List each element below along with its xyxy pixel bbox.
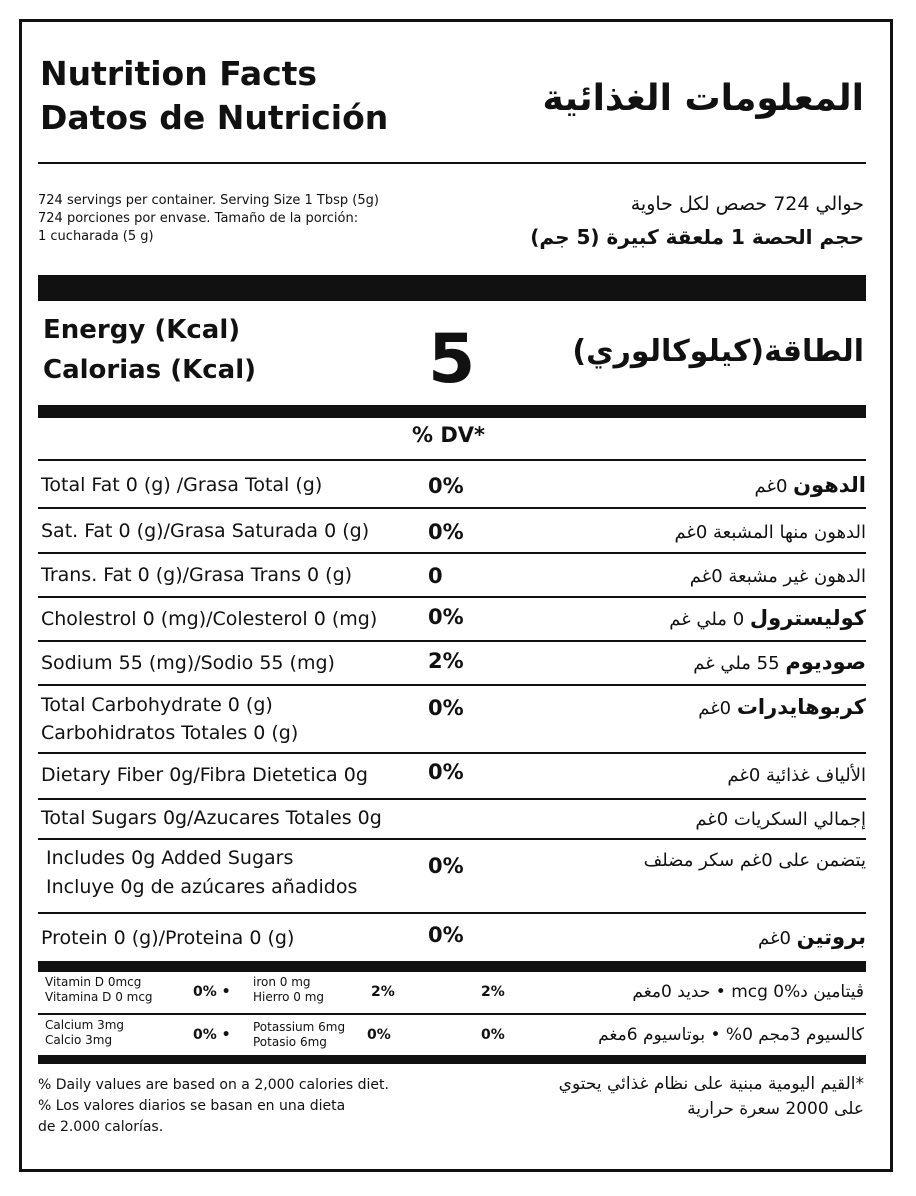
iron-label bbox=[253, 975, 324, 1005]
nutrient-name: Sodium 55 (mg)/Sodio 55 (mg) bbox=[41, 652, 335, 674]
footnote-ar bbox=[559, 1072, 864, 1122]
divider-row bbox=[38, 684, 866, 686]
nutrient-arabic bbox=[693, 650, 866, 674]
nutrient-arabic bbox=[755, 473, 866, 497]
nutrient-name: Total Carbohydrate 0 (g) bbox=[41, 694, 273, 716]
energy-arabic: الطاقة(كيلوكالوري) bbox=[572, 334, 864, 369]
nutrient-percent: 0% bbox=[428, 696, 464, 720]
divider-row bbox=[38, 912, 866, 914]
potassium-percent: 0% bbox=[367, 1027, 391, 1043]
nutrient-percent: 0 bbox=[428, 564, 443, 588]
energy-english: Energy (Kcal) bbox=[43, 315, 241, 345]
nutrient-name: Total Sugars 0g/Azucares Totales 0g bbox=[41, 807, 382, 829]
footnote-ar-line-2: على 2000 سعرة حرارية bbox=[687, 1099, 864, 1119]
nutrient-name-secondary: Carbohidratos Totales 0 (g) bbox=[41, 722, 299, 744]
divider-dv bbox=[38, 459, 866, 461]
nutrient-name: Sat. Fat 0 (g)/Grasa Saturada 0 (g) bbox=[41, 520, 370, 542]
vitamins-arabic-percent-2: 0% bbox=[481, 1027, 505, 1043]
nutrient-arabic bbox=[669, 606, 866, 630]
divider-thick-serving bbox=[38, 275, 866, 301]
divider-row bbox=[38, 798, 866, 800]
nutrient-arabic-value: 0غم bbox=[754, 476, 788, 497]
iron-en: iron 0 mg bbox=[253, 975, 311, 989]
vitamins-arabic-percent-1: 2% bbox=[481, 984, 505, 1000]
nutrient-arabic-value: 0غم bbox=[758, 928, 791, 949]
nutrient-arabic-value: يتضمن على 0غم سكر مضلف bbox=[643, 850, 866, 871]
divider-row bbox=[38, 596, 866, 598]
title-block-en bbox=[40, 52, 388, 140]
nutrient-arabic-value: 0 ملي غم bbox=[669, 609, 745, 630]
title-arabic: المعلومات الغذائية bbox=[542, 78, 864, 119]
nutrient-arabic bbox=[690, 563, 866, 587]
nutrient-arabic-value: الدهون منها المشبعة 0غم bbox=[674, 522, 866, 543]
nutrient-arabic bbox=[695, 806, 866, 830]
divider-thick-footnote bbox=[38, 1055, 866, 1064]
vitamin-d-label bbox=[45, 975, 153, 1005]
calcium-es: Calcio 3mg bbox=[45, 1033, 113, 1047]
nutrient-percent: 0% bbox=[428, 474, 464, 498]
divider-row bbox=[38, 552, 866, 554]
nutrient-percent: 0% bbox=[428, 605, 464, 629]
nutrient-arabic bbox=[674, 519, 866, 543]
nutrient-name: Total Fat 0 (g) /Grasa Total (g) bbox=[41, 474, 323, 496]
nutrient-name: Includes 0g Added Sugars bbox=[46, 847, 294, 869]
nutrient-arabic-value: 55 ملي غم bbox=[693, 653, 780, 674]
footnote-en-line-3: de 2.000 calorías. bbox=[38, 1119, 164, 1135]
divider-thick-energy bbox=[38, 405, 866, 418]
nutrient-arabic bbox=[644, 847, 866, 871]
divider-row bbox=[38, 752, 866, 754]
nutrient-arabic-bold: صوديوم bbox=[785, 650, 866, 674]
title-english: Nutrition Facts bbox=[40, 54, 318, 93]
iron-es: Hierro 0 mg bbox=[253, 990, 325, 1004]
divider-vitamins bbox=[38, 1013, 866, 1015]
nutrient-percent: 0% bbox=[428, 760, 464, 784]
title-spanish: Datos de Nutrición bbox=[40, 98, 389, 137]
divider-row bbox=[38, 838, 866, 840]
nutrient-arabic-value: الألياف غذائية 0غم bbox=[727, 765, 866, 786]
calcium-en: Calcium 3mg bbox=[45, 1018, 125, 1032]
daily-value-header: % DV* bbox=[412, 423, 486, 447]
footnote-en-line-1: % Daily values are based on a 2,000 calories diet. bbox=[38, 1077, 389, 1093]
nutrient-name: Dietary Fiber 0g/Fibra Dietetica 0g bbox=[41, 764, 368, 786]
calcium-label bbox=[45, 1018, 124, 1048]
vitamins-arabic-row-2: كالسيوم 3مجم 0% • بوتاسيوم 6مغم bbox=[598, 1025, 864, 1045]
serving-info-en bbox=[38, 192, 379, 246]
potassium-es: Potasio 6mg bbox=[253, 1035, 327, 1049]
potassium-label bbox=[253, 1020, 345, 1050]
nutrient-arabic bbox=[758, 925, 866, 949]
footnote-ar-line-1: *القيم اليومية مبنية على نظام غذائي يحتوي bbox=[558, 1074, 864, 1094]
serving-line-1: 724 servings per container. Serving Size 1 Tbsp (5g) bbox=[38, 193, 379, 208]
vitamin-d-es: Vitamina D 0 mcg bbox=[45, 990, 153, 1004]
vitamins-arabic-row-1: ڤيتامين دmcg 0% • حديد 0مغم bbox=[632, 982, 864, 1002]
nutrient-percent: 0% bbox=[428, 854, 464, 878]
serving-arabic-line-1: حوالي 724 حصص لكل حاوية bbox=[630, 193, 864, 215]
nutrient-arabic-bold: بروتين bbox=[796, 925, 866, 949]
nutrient-arabic-bold: الدهون bbox=[793, 473, 866, 497]
nutrient-arabic bbox=[698, 695, 866, 719]
vitamin-d-en: Vitamin D 0mcg bbox=[45, 975, 142, 989]
iron-percent: 2% bbox=[371, 984, 395, 1000]
calcium-percent: 0% • bbox=[193, 1027, 231, 1043]
nutrient-name: Protein 0 (g)/Proteina 0 (g) bbox=[41, 927, 295, 949]
nutrient-arabic bbox=[727, 762, 866, 786]
nutrient-percent: 0% bbox=[428, 520, 464, 544]
serving-line-2: 724 porciones por envase. Tamaño de la porción: bbox=[38, 211, 359, 226]
nutrient-name: Cholestrol 0 (mg)/Colesterol 0 (mg) bbox=[41, 608, 378, 630]
nutrient-percent: 0% bbox=[428, 923, 464, 947]
energy-label-en bbox=[43, 310, 256, 390]
potassium-en: Potassium 6mg bbox=[253, 1020, 346, 1034]
nutrient-arabic-value: الدهون غير مشبعة 0غم bbox=[689, 566, 866, 587]
footnote-en-line-2: % Los valores diarios se basan en una dieta bbox=[38, 1098, 346, 1114]
nutrient-arabic-bold: كربوهايدرات bbox=[736, 695, 866, 719]
nutrient-name: Trans. Fat 0 (g)/Grasa Trans 0 (g) bbox=[41, 564, 353, 586]
nutrient-percent: 2% bbox=[428, 649, 464, 673]
nutrient-arabic-value: 0غم bbox=[698, 698, 732, 719]
energy-spanish: Calorias (Kcal) bbox=[43, 355, 256, 385]
divider-row bbox=[38, 507, 866, 509]
divider-row bbox=[38, 640, 866, 642]
divider-title bbox=[38, 162, 866, 164]
nutrient-arabic-bold: كوليسترول bbox=[749, 606, 866, 630]
nutrient-name-secondary: Incluye 0g de azúcares añadidos bbox=[46, 876, 358, 898]
nutrient-arabic-value: إجمالي السكريات 0غم bbox=[695, 809, 866, 830]
divider-thick-vitamins bbox=[38, 961, 866, 972]
energy-value: 5 bbox=[428, 320, 476, 399]
vitamin-d-percent: 0% • bbox=[193, 984, 231, 1000]
serving-line-3: 1 cucharada (5 g) bbox=[38, 229, 154, 244]
serving-arabic-line-2: حجم الحصة 1 ملعقة كبيرة (5 جم) bbox=[530, 225, 864, 249]
footnote-en bbox=[38, 1075, 389, 1138]
